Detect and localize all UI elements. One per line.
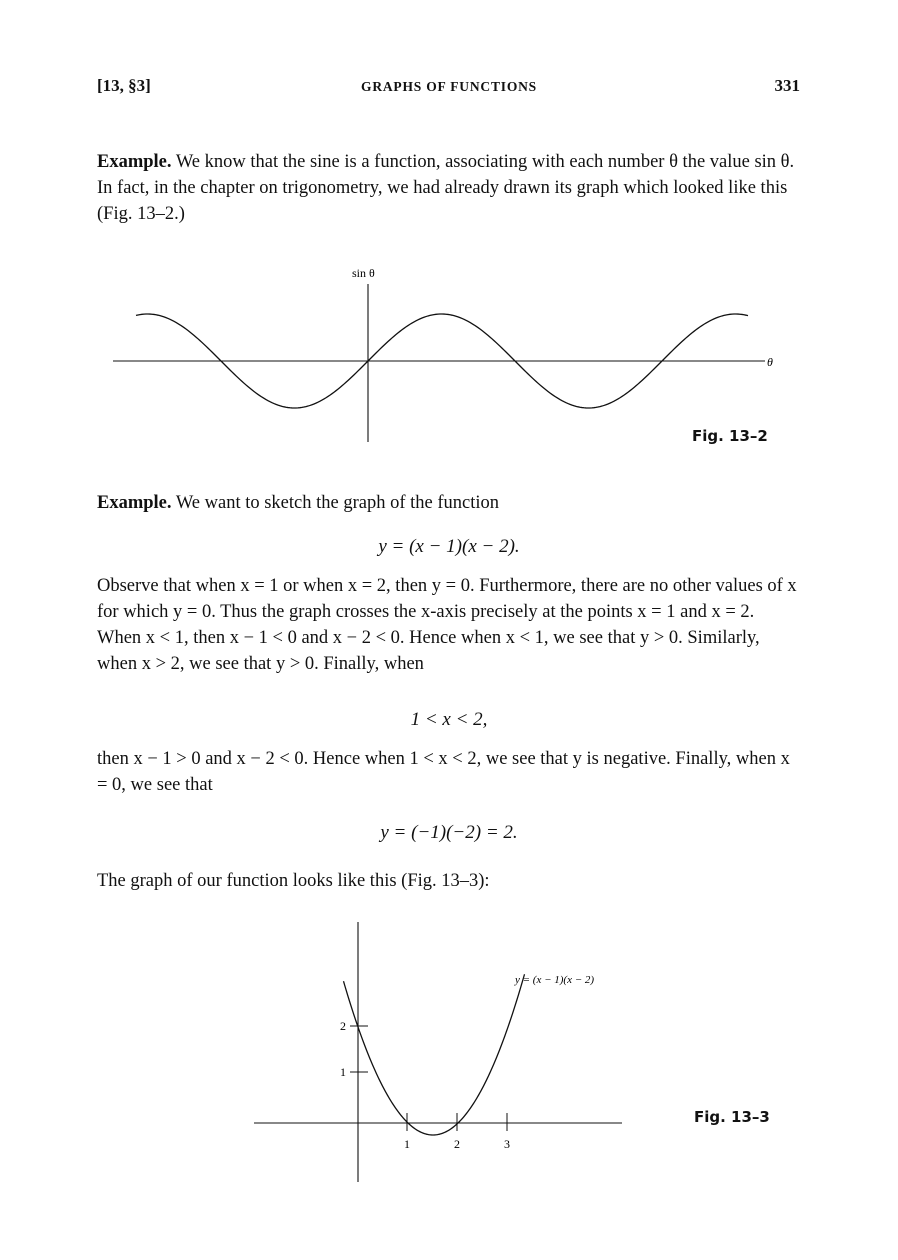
negative-paragraph: then x − 1 > 0 and x − 2 < 0. Hence when 1 < x < 2, we see that y is negative. Finally, when x = 0, we see that xyxy=(97,749,790,795)
sine-axis-label: sin θ xyxy=(352,266,375,280)
x-tick-label-3: 3 xyxy=(504,1137,510,1151)
x-tick-label-2: 2 xyxy=(454,1137,460,1151)
graph-intro-paragraph: The graph of our function looks like this (Fig. 13–3): xyxy=(97,871,490,891)
curve-label: y = (x − 1)(x − 2) xyxy=(515,974,595,986)
example-sine-paragraph xyxy=(97,149,800,227)
example-label: Example. xyxy=(97,493,172,513)
example-label: Example. xyxy=(97,152,172,172)
page-number: 331 xyxy=(774,76,800,95)
fig-13-3-caption: Fig. 13–3 xyxy=(694,1108,770,1126)
example-parabola-text: We want to sketch the graph of the function xyxy=(175,493,500,513)
x-tick-label-1: 1 xyxy=(404,1137,410,1151)
y-tick-label-2: 2 xyxy=(340,1019,346,1033)
y-tick-label-1: 1 xyxy=(340,1065,346,1079)
parabola-curve xyxy=(344,974,525,1135)
equation-function: y = (x − 1)(x − 2). xyxy=(378,536,520,557)
example-sine-text: We know that the sine is a function, associating with each number θ the value sin θ. In fact, in the chapter on trigonometry, we had already drawn its graph which looked like this (Fig. 13–2.) xyxy=(97,152,795,224)
equation-interval: 1 < x < 2, xyxy=(410,709,488,730)
running-header-title: GRAPHS OF FUNCTIONS xyxy=(361,79,537,94)
example-parabola-paragraph xyxy=(97,490,800,516)
analysis-paragraph: Observe that when x = 1 or when x = 2, then y = 0. Furthermore, there are no other values of x for which y = 0. Thus the graph crosses the x-axis precisely at the points x = 1 and x = 2. When x < 1, then x − 1 < 0 and x − 2 < 0. Hence when x < 1, we see that y > 0. Similarly, when x > 2, we see that y > 0. Finally, when xyxy=(97,576,797,674)
parabola-graph-figure xyxy=(0,910,898,1190)
running-header-section: [13, §3] xyxy=(97,76,151,95)
fig-13-2-caption: Fig. 13–2 xyxy=(692,427,768,445)
theta-axis-label: θ xyxy=(767,355,773,369)
sine-graph-figure xyxy=(0,260,898,450)
equation-y-intercept: y = (−1)(−2) = 2. xyxy=(380,822,518,843)
